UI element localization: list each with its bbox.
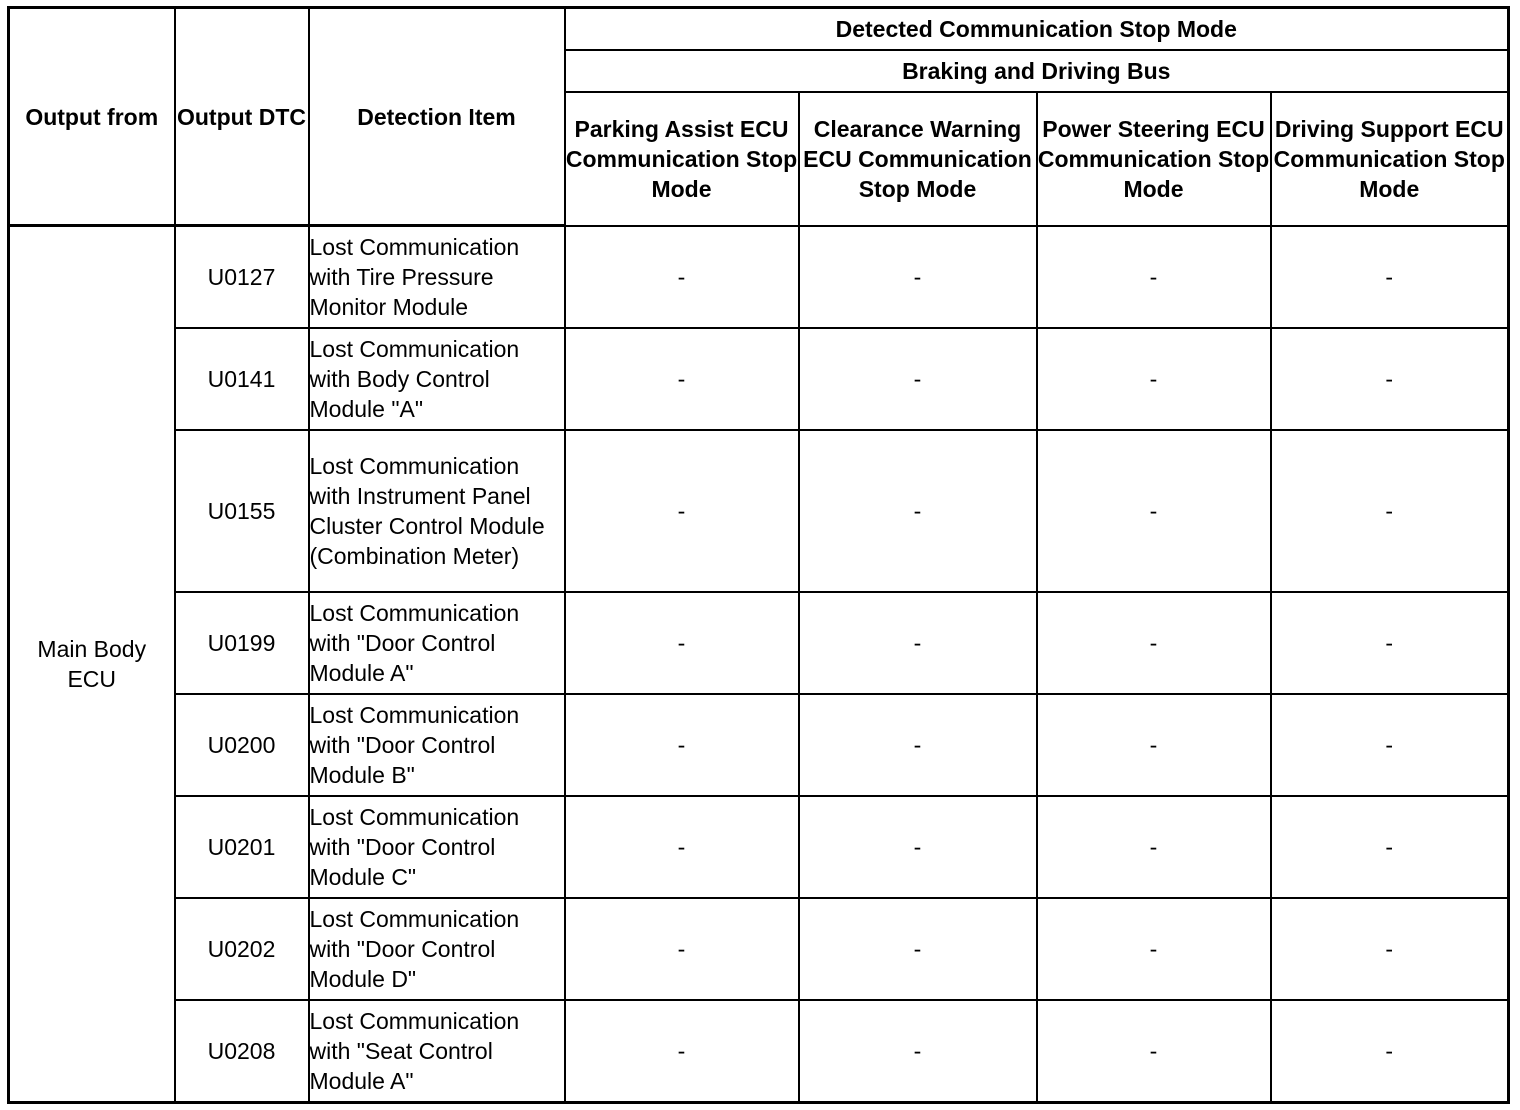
dtc-cell: U0200 xyxy=(175,694,309,796)
dtc-table xyxy=(7,6,1510,1104)
header-output-from: Output from xyxy=(9,8,175,226)
detection-item-cell: Lost Communication with "Door Control Module D" xyxy=(309,898,565,1000)
output-from-cell xyxy=(9,226,175,1103)
dtc-cell: U0202 xyxy=(175,898,309,1000)
value-cell: - xyxy=(1037,430,1271,592)
table-row xyxy=(9,430,1509,592)
value-cell: - xyxy=(799,430,1037,592)
table-row xyxy=(9,226,1509,328)
table-row xyxy=(9,694,1509,796)
value-cell: - xyxy=(1271,796,1509,898)
detection-item-cell: Lost Communication with "Door Control Module C" xyxy=(309,796,565,898)
dtc-cell: U0141 xyxy=(175,328,309,430)
value-cell: - xyxy=(1037,898,1271,1000)
detection-item-cell: Lost Communication with "Seat Control Module A" xyxy=(309,1000,565,1102)
header-output-dtc xyxy=(175,8,309,226)
table-row xyxy=(9,796,1509,898)
header-output-dtc-label: Output DTC xyxy=(176,103,306,130)
dtc-cell: U0201 xyxy=(175,796,309,898)
value-cell: - xyxy=(1037,694,1271,796)
value-cell: - xyxy=(1037,328,1271,430)
value-cell: - xyxy=(565,226,799,328)
dtc-cell: U0127 xyxy=(175,226,309,328)
header-row-1 xyxy=(9,8,1509,50)
dtc-cell: U0208 xyxy=(175,1000,309,1102)
value-cell: - xyxy=(1037,592,1271,694)
value-cell: - xyxy=(565,898,799,1000)
value-cell: - xyxy=(565,796,799,898)
value-cell: - xyxy=(799,898,1037,1000)
header-col-parking-assist: Parking Assist ECU Communication Stop Mode xyxy=(565,92,799,226)
value-cell: - xyxy=(1271,694,1509,796)
dtc-cell: U0199 xyxy=(175,592,309,694)
value-cell: - xyxy=(799,796,1037,898)
value-cell: - xyxy=(1271,898,1509,1000)
value-cell: - xyxy=(1037,226,1271,328)
value-cell: - xyxy=(799,226,1037,328)
value-cell: - xyxy=(1271,592,1509,694)
value-cell: - xyxy=(1037,796,1271,898)
header-col-power-steering: Power Steering ECU Communication Stop Mode xyxy=(1037,92,1271,226)
table-row xyxy=(9,328,1509,430)
dtc-cell: U0155 xyxy=(175,430,309,592)
value-cell: - xyxy=(1271,226,1509,328)
value-cell: - xyxy=(565,592,799,694)
value-cell: - xyxy=(1037,1000,1271,1102)
detection-item-cell: Lost Communication with Body Control Module "A" xyxy=(309,328,565,430)
detection-item-cell: Lost Communication with "Door Control Module A" xyxy=(309,592,565,694)
value-cell: - xyxy=(565,1000,799,1102)
value-cell: - xyxy=(565,694,799,796)
value-cell: - xyxy=(799,694,1037,796)
value-cell: - xyxy=(1271,1000,1509,1102)
value-cell: - xyxy=(565,430,799,592)
table-row xyxy=(9,592,1509,694)
header-detection-item: Detection Item xyxy=(309,8,565,226)
header-subgroup: Braking and Driving Bus xyxy=(565,50,1509,92)
value-cell: - xyxy=(1271,328,1509,430)
table-row xyxy=(9,1000,1509,1102)
value-cell: - xyxy=(799,328,1037,430)
detection-item-cell: Lost Communication with Tire Pressure Monitor Module xyxy=(309,226,565,328)
value-cell: - xyxy=(1271,430,1509,592)
detection-item-cell: Lost Communication with "Door Control Module B" xyxy=(309,694,565,796)
detection-item-cell: Lost Communication with Instrument Panel Cluster Control Module (Combination Meter) xyxy=(309,430,565,592)
header-col-driving-support: Driving Support ECU Communication Stop Mode xyxy=(1271,92,1509,226)
header-group: Detected Communication Stop Mode xyxy=(565,8,1509,50)
table-row xyxy=(9,898,1509,1000)
output-from-value: Main Body ECU xyxy=(37,636,147,693)
value-cell: - xyxy=(799,1000,1037,1102)
value-cell: - xyxy=(565,328,799,430)
value-cell: - xyxy=(799,592,1037,694)
header-col-clearance-warning: Clearance Warning ECU Communication Stop Mode xyxy=(799,92,1037,226)
